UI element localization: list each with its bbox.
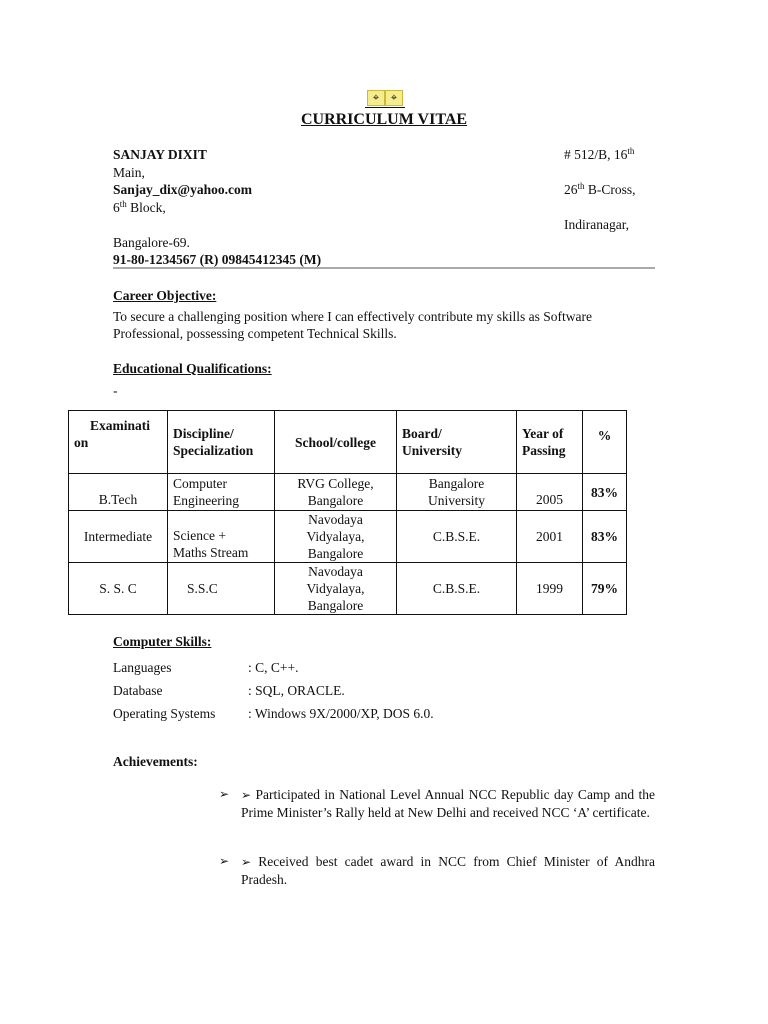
skill-value: : C, C++. [248, 660, 299, 675]
column-header-percent: % [583, 411, 627, 474]
skill-label: Database [113, 683, 163, 698]
arrow-bullet-icon: ➢ [219, 787, 230, 801]
column-header-examination: Examinati on [69, 411, 168, 474]
skill-value: : Windows 9X/2000/XP, DOS 6.0. [248, 706, 434, 721]
address-main: Main, [113, 165, 145, 180]
cell-examination: S. S. C [69, 563, 168, 615]
cell-year: 2005 [517, 474, 583, 511]
phone-numbers: 91-80-1234567 (R) 09845412345 (M) [113, 252, 322, 267]
address-area: Indiranagar, [564, 217, 630, 232]
table-row [69, 511, 627, 563]
cell-year: 1999 [517, 563, 583, 615]
logo [365, 89, 405, 108]
column-header-school: School/college [275, 411, 397, 474]
cell-percent: 79% [583, 563, 627, 615]
page-title: CURRICULUM VITAE [300, 111, 468, 128]
achievement-item: ➢ Received best cadet award in NCC from Chief Minister of Andhra Pradesh. [241, 854, 655, 887]
cell-board: Bangalore University [397, 474, 517, 511]
achievements-heading: Achievements: [113, 754, 198, 769]
career-objective-heading: Career Objective: [113, 288, 217, 303]
address-city: Bangalore-69. [113, 235, 190, 250]
skill-label: Languages [113, 660, 172, 675]
computer-skills-heading: Computer Skills: [113, 634, 212, 649]
skill-value: : SQL, ORACLE. [248, 683, 345, 698]
logo-mark-icon: ⌖ [367, 90, 385, 106]
arrow-bullet-icon: ➢ [219, 854, 230, 868]
address-line-1: # 512/B, 16th [564, 146, 635, 162]
logo-mark-icon: ⌖ [385, 90, 403, 106]
header-divider [113, 267, 655, 269]
education-heading: Educational Qualifications: [113, 361, 272, 376]
skill-label: Operating Systems [113, 706, 216, 721]
cell-percent: 83% [583, 511, 627, 563]
arrow-bullet-icon: ➢ [241, 788, 252, 802]
email-text: Sanjay_dix@yahoo.com [113, 182, 252, 197]
address-cross: 26th B-Cross, [564, 181, 636, 197]
achievement-item: ➢ Participated in National Level Annual NCC Republic day Camp and the Prime Minister’s Rally held at New Delhi and received NCC ‘A’ certificate. [241, 787, 655, 820]
cell-examination: Intermediate [69, 511, 168, 563]
cell-examination: B.Tech [69, 474, 168, 511]
cell-school: Navodaya Vidyalaya, Bangalore [275, 563, 397, 615]
candidate-name: SANJAY DIXIT [113, 147, 207, 162]
arrow-bullet-icon: ➢ [241, 855, 252, 869]
column-header-discipline: Discipline/ Specialization [168, 411, 275, 474]
column-header-year: Year of Passing [517, 411, 583, 474]
table-row [69, 563, 627, 615]
cell-board: C.B.S.E. [397, 563, 517, 615]
education-dash: - [113, 383, 118, 398]
cell-school: Navodaya Vidyalaya, Bangalore [275, 511, 397, 563]
cell-discipline: Science + Maths Stream [168, 511, 275, 563]
education-table [68, 410, 627, 615]
cell-board: C.B.S.E. [397, 511, 517, 563]
cell-discipline: S.S.C [168, 563, 275, 615]
career-objective-text: To secure a challenging position where I can effectively contribute my skills as Software Professional, possessing competent Technical Skills. [113, 309, 593, 341]
address-block: 6th Block, [113, 199, 166, 215]
cell-year: 2001 [517, 511, 583, 563]
table-row [69, 474, 627, 511]
cell-percent: 83% [583, 474, 627, 511]
table-header-row [69, 411, 627, 474]
cell-school: RVG College, Bangalore [275, 474, 397, 511]
column-header-board: Board/ University [397, 411, 517, 474]
cell-discipline: Computer Engineering [168, 474, 275, 511]
